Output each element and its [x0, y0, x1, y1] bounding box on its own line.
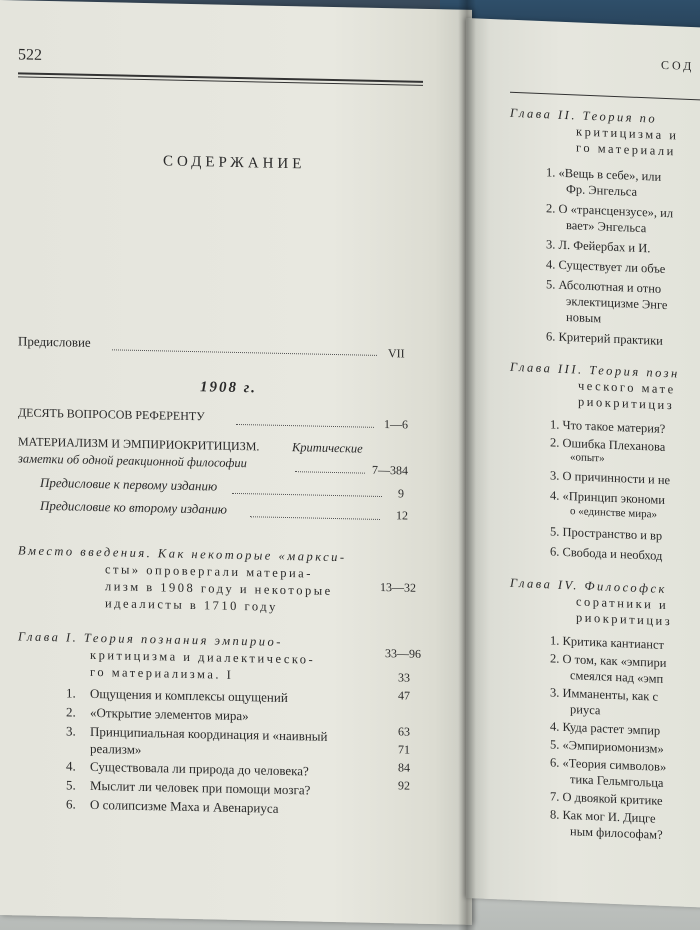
section-label: О солипсизме Маха и Авенариуса [90, 796, 279, 816]
preface-label: Предисловие [18, 333, 91, 350]
page-title: СОДЕРЖАНИЕ [163, 153, 306, 173]
chapter2-line: критицизма и [576, 124, 679, 143]
section-number: 4. [66, 758, 76, 774]
year-heading: 1908 г. [200, 379, 257, 397]
dot-leader [295, 471, 365, 473]
ch3-item-cont: «опыт» [570, 451, 605, 465]
section-number: 2. [66, 704, 76, 720]
ch2-item: 6. Критерий практики [546, 329, 663, 348]
ch2-item: 5. Абсолютная и отно [546, 277, 662, 296]
section-page: 92 [398, 778, 410, 793]
preface-second-label: Предисловие ко второму изданию [40, 497, 227, 517]
ch4-item-cont: ным философам? [570, 824, 663, 842]
chapter1-pages: 33—96 [385, 646, 421, 661]
ch4-item-cont: риуса [570, 702, 601, 718]
ch2-item-cont: Фр. Энгельса [566, 182, 638, 199]
ch3-item: 1. Что такое материя? [550, 417, 666, 437]
ch4-item-cont: смеялся над «эмп [570, 668, 664, 686]
section-page: 63 [398, 724, 410, 739]
dot-leader [236, 424, 374, 428]
book-gutter-shadow [458, 0, 476, 930]
preface-first-label: Предисловие к первому изданию [40, 474, 218, 494]
ch3-item: 3. О причинности и не [550, 468, 671, 488]
ch3-item: 5. Пространство и вр [550, 524, 663, 543]
intro-line: сты» опровергали материа- [105, 562, 313, 581]
ch3-item: 6. Свобода и необход [550, 544, 663, 563]
intro-line: идеалисты в 1710 году [105, 596, 278, 614]
ch4-item: 2. О том, как «эмпири [550, 651, 667, 671]
chapter4-line: Глава IV. Философск [510, 575, 667, 597]
ch4-item: 3. Имманенты, как с [550, 685, 659, 704]
section-label: Мыслит ли человек при помощи мозга? [90, 777, 311, 798]
section-number: 1. [66, 685, 76, 701]
ch4-item: 4. Куда растет эмпир [550, 719, 661, 738]
ch3-item: 4. «Принцип экономи [550, 488, 665, 507]
section-page: 47 [398, 688, 410, 703]
main-work-subtitle-2: заметки об одной реакционной философии [18, 451, 247, 471]
ch4-item: 1. Критика кантианст [550, 633, 665, 652]
chapter1-line: Глава I. Теория познания эмпирио- [18, 629, 283, 649]
ch4-item: 7. О двоякой критике [550, 789, 663, 808]
preface-first-page: 9 [398, 486, 404, 501]
section-label: «Открытие элементов мира» [90, 704, 249, 724]
right-page [466, 18, 700, 908]
intro-line: лизм в 1908 году и некоторые [105, 579, 333, 598]
page-number: 522 [18, 46, 42, 64]
main-work-pages: 7—384 [372, 462, 408, 478]
ch2-item: 3. Л. Фейербах и И. [546, 237, 651, 256]
chapter1-first-page: 33 [398, 670, 410, 685]
ch2-item-cont: эклектицизме Энге [566, 294, 668, 313]
ch2-item-cont: новым [566, 310, 602, 326]
chapter4-line: соратники и [576, 594, 669, 613]
ch4-item: 8. Как мог И. Дицге [550, 807, 656, 826]
dot-leader [232, 493, 382, 497]
preface-page: VII [388, 346, 405, 361]
chapter3-line: риокритициз [578, 394, 675, 413]
ch3-item: 2. Ошибка Плеханова [550, 435, 666, 455]
ch4-item: 6. «Теория символов» [550, 755, 667, 775]
main-work-title: МАТЕРИАЛИЗМ И ЭМПИРИОКРИТИЦИЗМ. [18, 434, 260, 454]
section-label: Принципиальная координация и «наивный [90, 723, 328, 744]
chapter2-line: го материали [576, 140, 676, 159]
ten-questions-pages: 1—6 [384, 417, 408, 432]
dot-leader [250, 516, 380, 520]
ch2-item-cont: вает» Энгельса [566, 218, 647, 236]
section-label: Ощущения и комплексы ощущений [90, 685, 288, 706]
intro-pages: 13—32 [380, 579, 416, 595]
ch4-item-cont: тика Гельмгольца [570, 772, 664, 790]
main-work-subtitle: Критические [292, 440, 363, 456]
section-page: 71 [398, 742, 410, 757]
section-label-cont: реализм» [90, 740, 142, 757]
section-number: 6. [66, 796, 76, 812]
right-header: СОД [661, 57, 695, 74]
intro-line: Вместо введения. Как некоторые «маркси- [18, 543, 347, 565]
section-page: 84 [398, 760, 410, 775]
header-rule [510, 92, 700, 101]
chapter3-line: Глава III. Теория позн [510, 359, 680, 381]
section-number: 5. [66, 777, 76, 793]
ch2-item: 1. «Вещь в себе», или [546, 165, 662, 184]
ch2-item: 4. Существует ли объе [546, 257, 666, 277]
dot-leader [112, 349, 377, 356]
chapter2-line: Глава II. Теория по [510, 105, 658, 126]
chapter1-line: критицизма и диалектическо- [90, 647, 316, 667]
chapter3-line: ческого мате [578, 378, 676, 397]
preface-second-page: 12 [396, 508, 408, 523]
section-number: 3. [66, 723, 76, 739]
ch4-item: 5. «Эмпириомонизм» [550, 737, 664, 756]
chapter4-line: риокритициз [576, 610, 673, 629]
section-label: Существовала ли природа до человека? [90, 758, 309, 779]
ch2-item: 2. О «трансцензусе», ил [546, 201, 674, 221]
ch3-item-cont: о «единстве мира» [570, 505, 658, 521]
ten-questions-label: ДЕСЯТЬ ВОПРОСОВ РЕФЕРЕНТУ [18, 405, 205, 424]
chapter1-line: го материализма. I [90, 664, 234, 682]
